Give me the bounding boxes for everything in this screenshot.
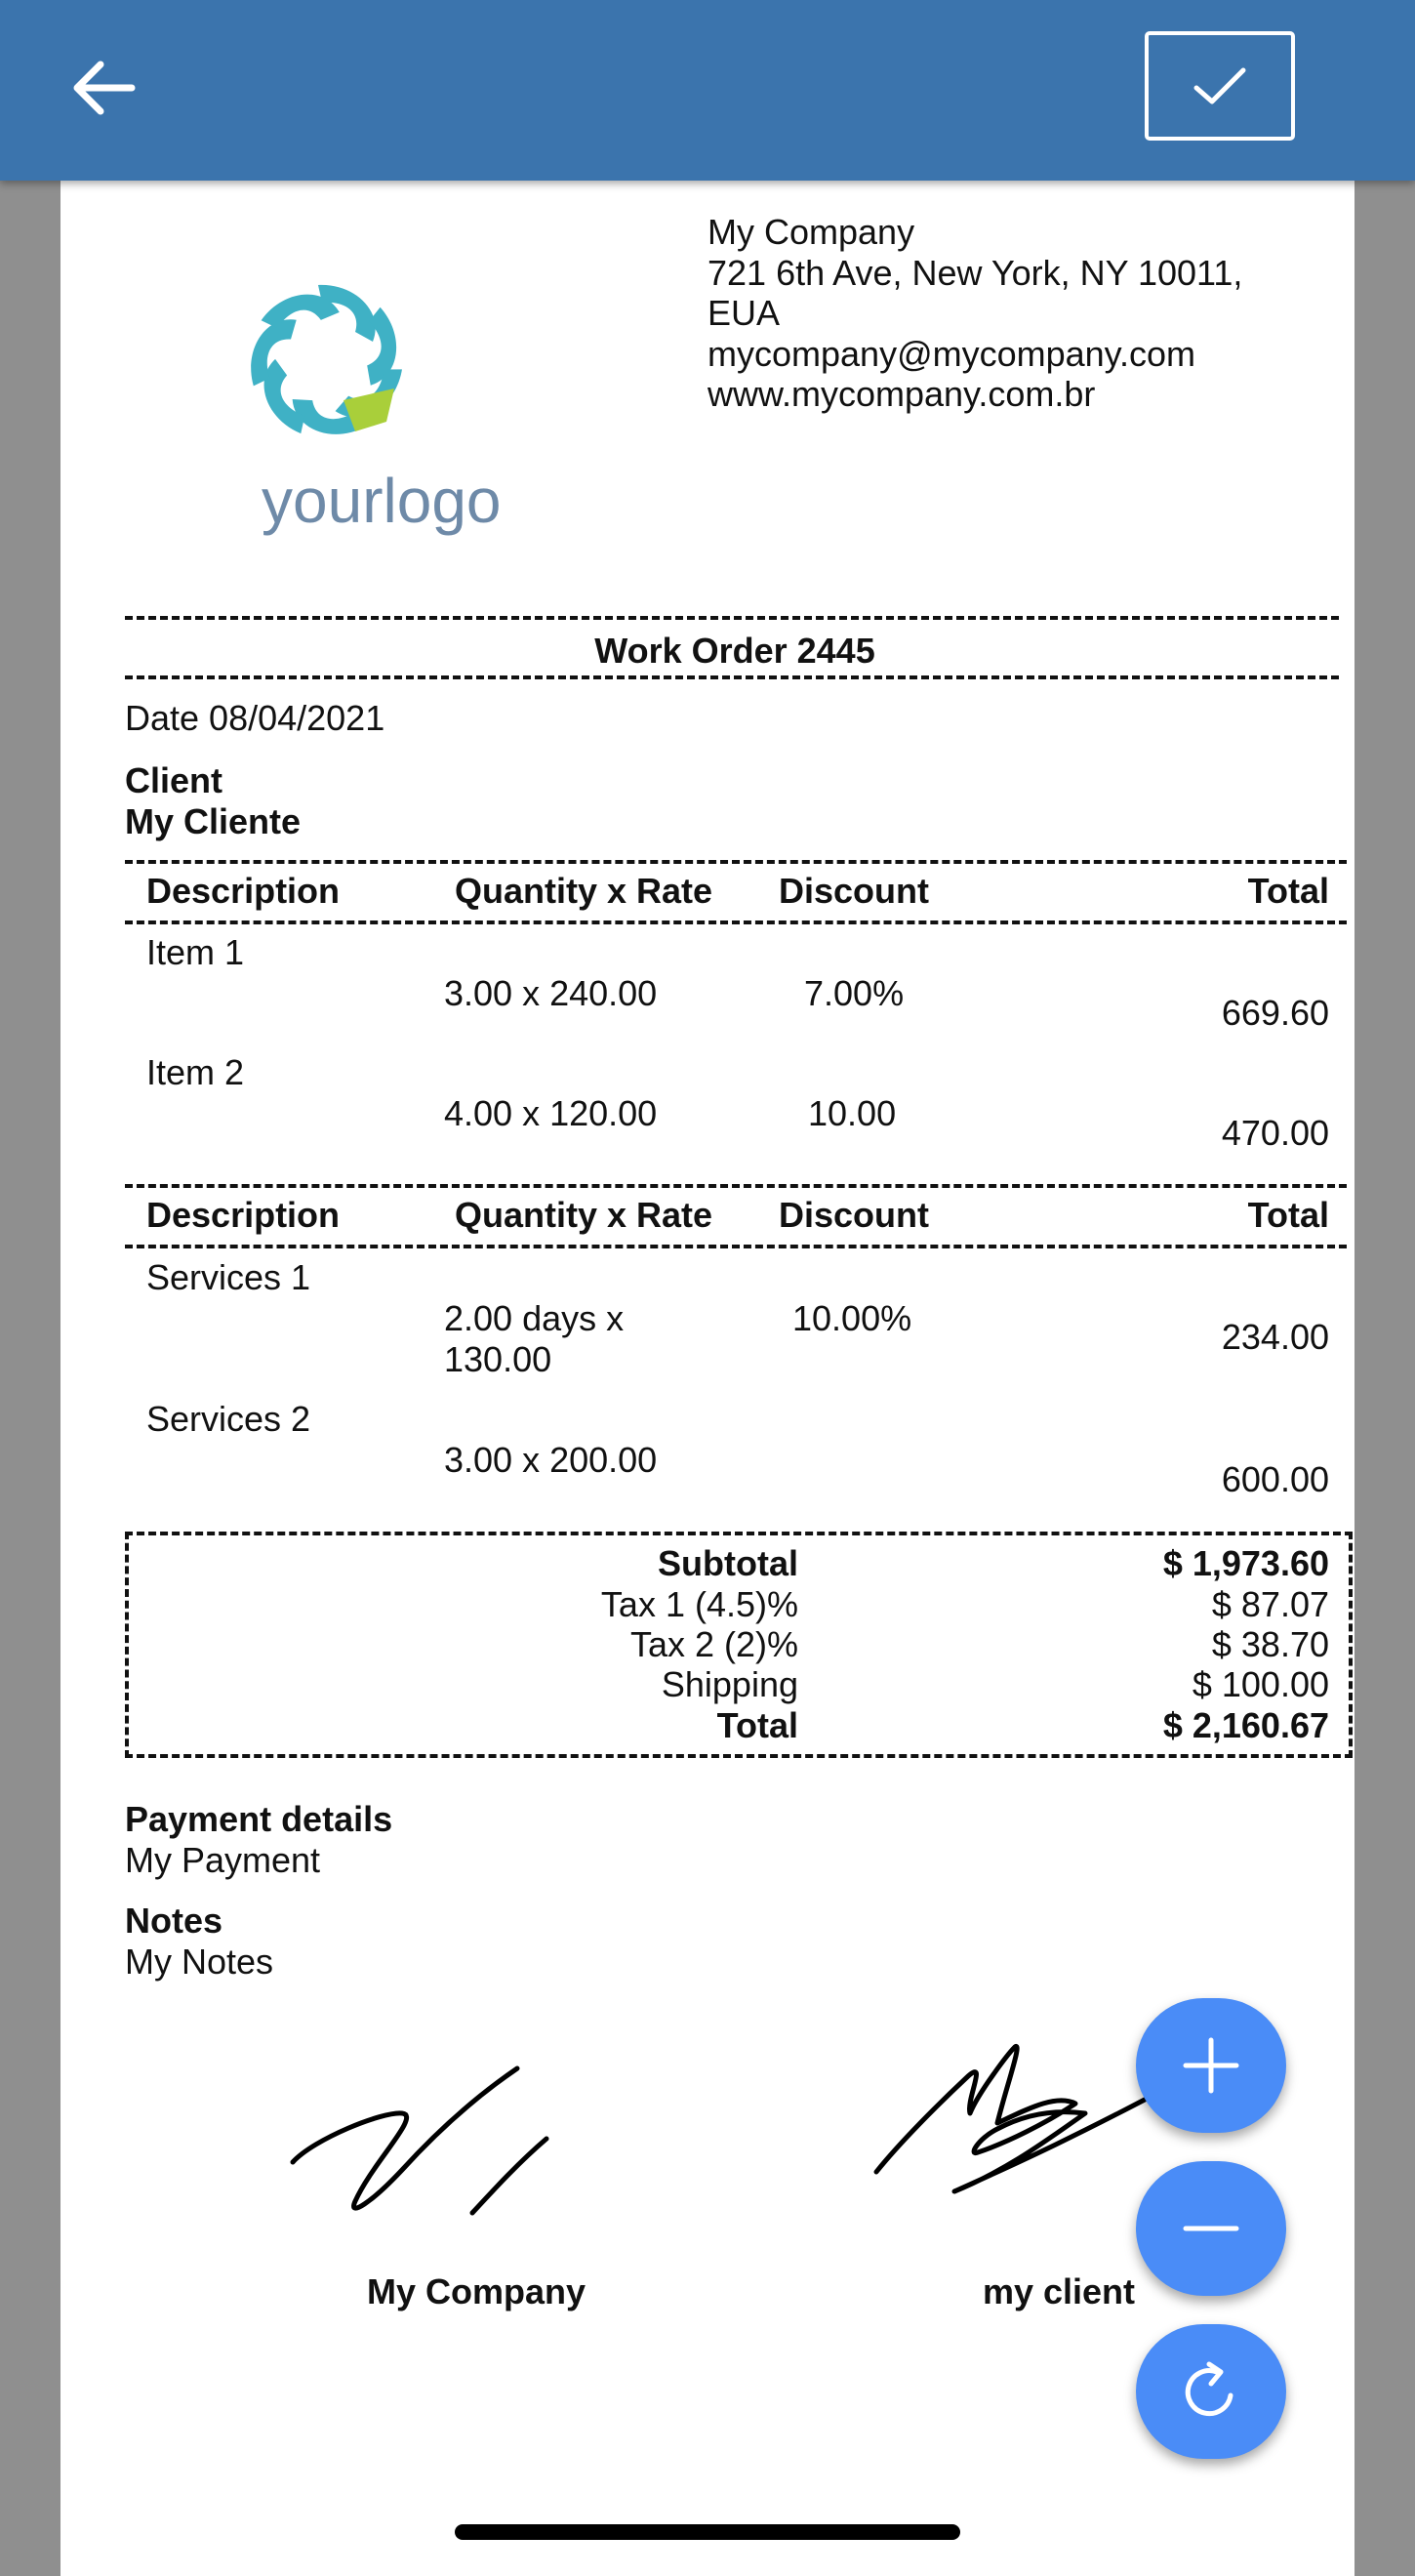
logo-text: yourlogo [262, 466, 502, 536]
header-description: Description [146, 871, 341, 911]
header-total: Total [1247, 1195, 1329, 1235]
client-label: Client [125, 760, 223, 800]
notes-value: My Notes [125, 1942, 274, 1982]
home-indicator[interactable] [455, 2524, 960, 2540]
table-divider [125, 860, 1347, 864]
company-address-line1: 721 6th Ave, New York, NY 10011, [708, 252, 1243, 293]
total-value: $ 2,160.67 [1162, 1705, 1329, 1745]
app-bar [0, 0, 1415, 181]
tax1-value: $ 87.07 [1211, 1584, 1329, 1624]
confirm-button[interactable] [1145, 31, 1295, 141]
header-quantity-rate: Quantity x Rate [455, 871, 713, 911]
company-info [708, 212, 1332, 415]
notes-label: Notes [125, 1901, 223, 1941]
subtotal-value: $ 1,973.60 [1162, 1543, 1329, 1583]
client-signature-label: my client [982, 2271, 1136, 2311]
subtotal-label: Subtotal [658, 1543, 798, 1583]
table-divider [125, 920, 1347, 924]
company-signature [275, 2055, 627, 2230]
company-email: mycompany@mycompany.com [708, 333, 1196, 374]
tax2-label: Tax 2 (2)% [629, 1624, 798, 1664]
company-signature-label: My Company [366, 2271, 586, 2311]
tax2-value: $ 38.70 [1211, 1624, 1329, 1664]
tax1-label: Tax 1 (4.5)% [600, 1584, 798, 1624]
company-website: www.mycompany.com.br [708, 374, 1096, 414]
header-description: Description [146, 1195, 341, 1235]
total-label: Total [716, 1705, 798, 1745]
work-order-title: Work Order 2445 [594, 631, 875, 671]
header-quantity-rate: Quantity x Rate [455, 1195, 713, 1235]
header-discount: Discount [779, 1195, 930, 1235]
work-order-date: Date 08/04/2021 [125, 698, 385, 738]
back-button[interactable] [59, 44, 146, 132]
reset-zoom-button[interactable] [1136, 2324, 1286, 2459]
header-total: Total [1247, 871, 1329, 911]
divider [125, 675, 1339, 679]
check-icon [1191, 64, 1249, 107]
refresh-icon [1176, 2356, 1246, 2427]
company-address-line2: EUA [708, 293, 781, 333]
plus-icon [1180, 2034, 1242, 2097]
zoom-in-button[interactable] [1136, 1998, 1286, 2133]
shipping-value: $ 100.00 [1192, 1664, 1329, 1704]
payment-value: My Payment [125, 1840, 321, 1880]
zoom-out-button[interactable] [1136, 2161, 1286, 2296]
work-order-document: yourlogo My Company 721 6th Ave, New York, NY 10011, EUA mycompany@mycompany.com www.mycompany.com.br Work Order 2445 Date 08/04/2021 Client My Cliente Description Quantity x Rate Discount Total Item 1 3.00 x 240.00 7.00% 669.60 Item 2 4.00 x 120.00 10.00 470.00 Description Quantity x Rate Discount Total Services 1 2.00 days x 130.00 10.00% 234.00 Services 2 3.00 x 200.00 600.00 Subtotal $ 1,973.60 Tax 1 (4.5)% $ 87.07 Tax 2 (2)% $ 38.70 Shipping $ 100.00 Total $ 2,160.67 Payment details My Payment Notes My Notes My Company my client [61, 181, 1354, 2576]
shipping-label: Shipping [661, 1664, 798, 1704]
company-name: My Company [708, 212, 915, 252]
table-divider [125, 1245, 1347, 1248]
client-name: My Cliente [125, 801, 302, 841]
payment-label: Payment details [125, 1799, 393, 1839]
company-logo [197, 259, 529, 542]
arrow-left-icon [67, 57, 138, 119]
minus-icon [1180, 2197, 1242, 2260]
table-divider [125, 1184, 1347, 1188]
divider [125, 616, 1339, 620]
header-discount: Discount [779, 871, 930, 911]
